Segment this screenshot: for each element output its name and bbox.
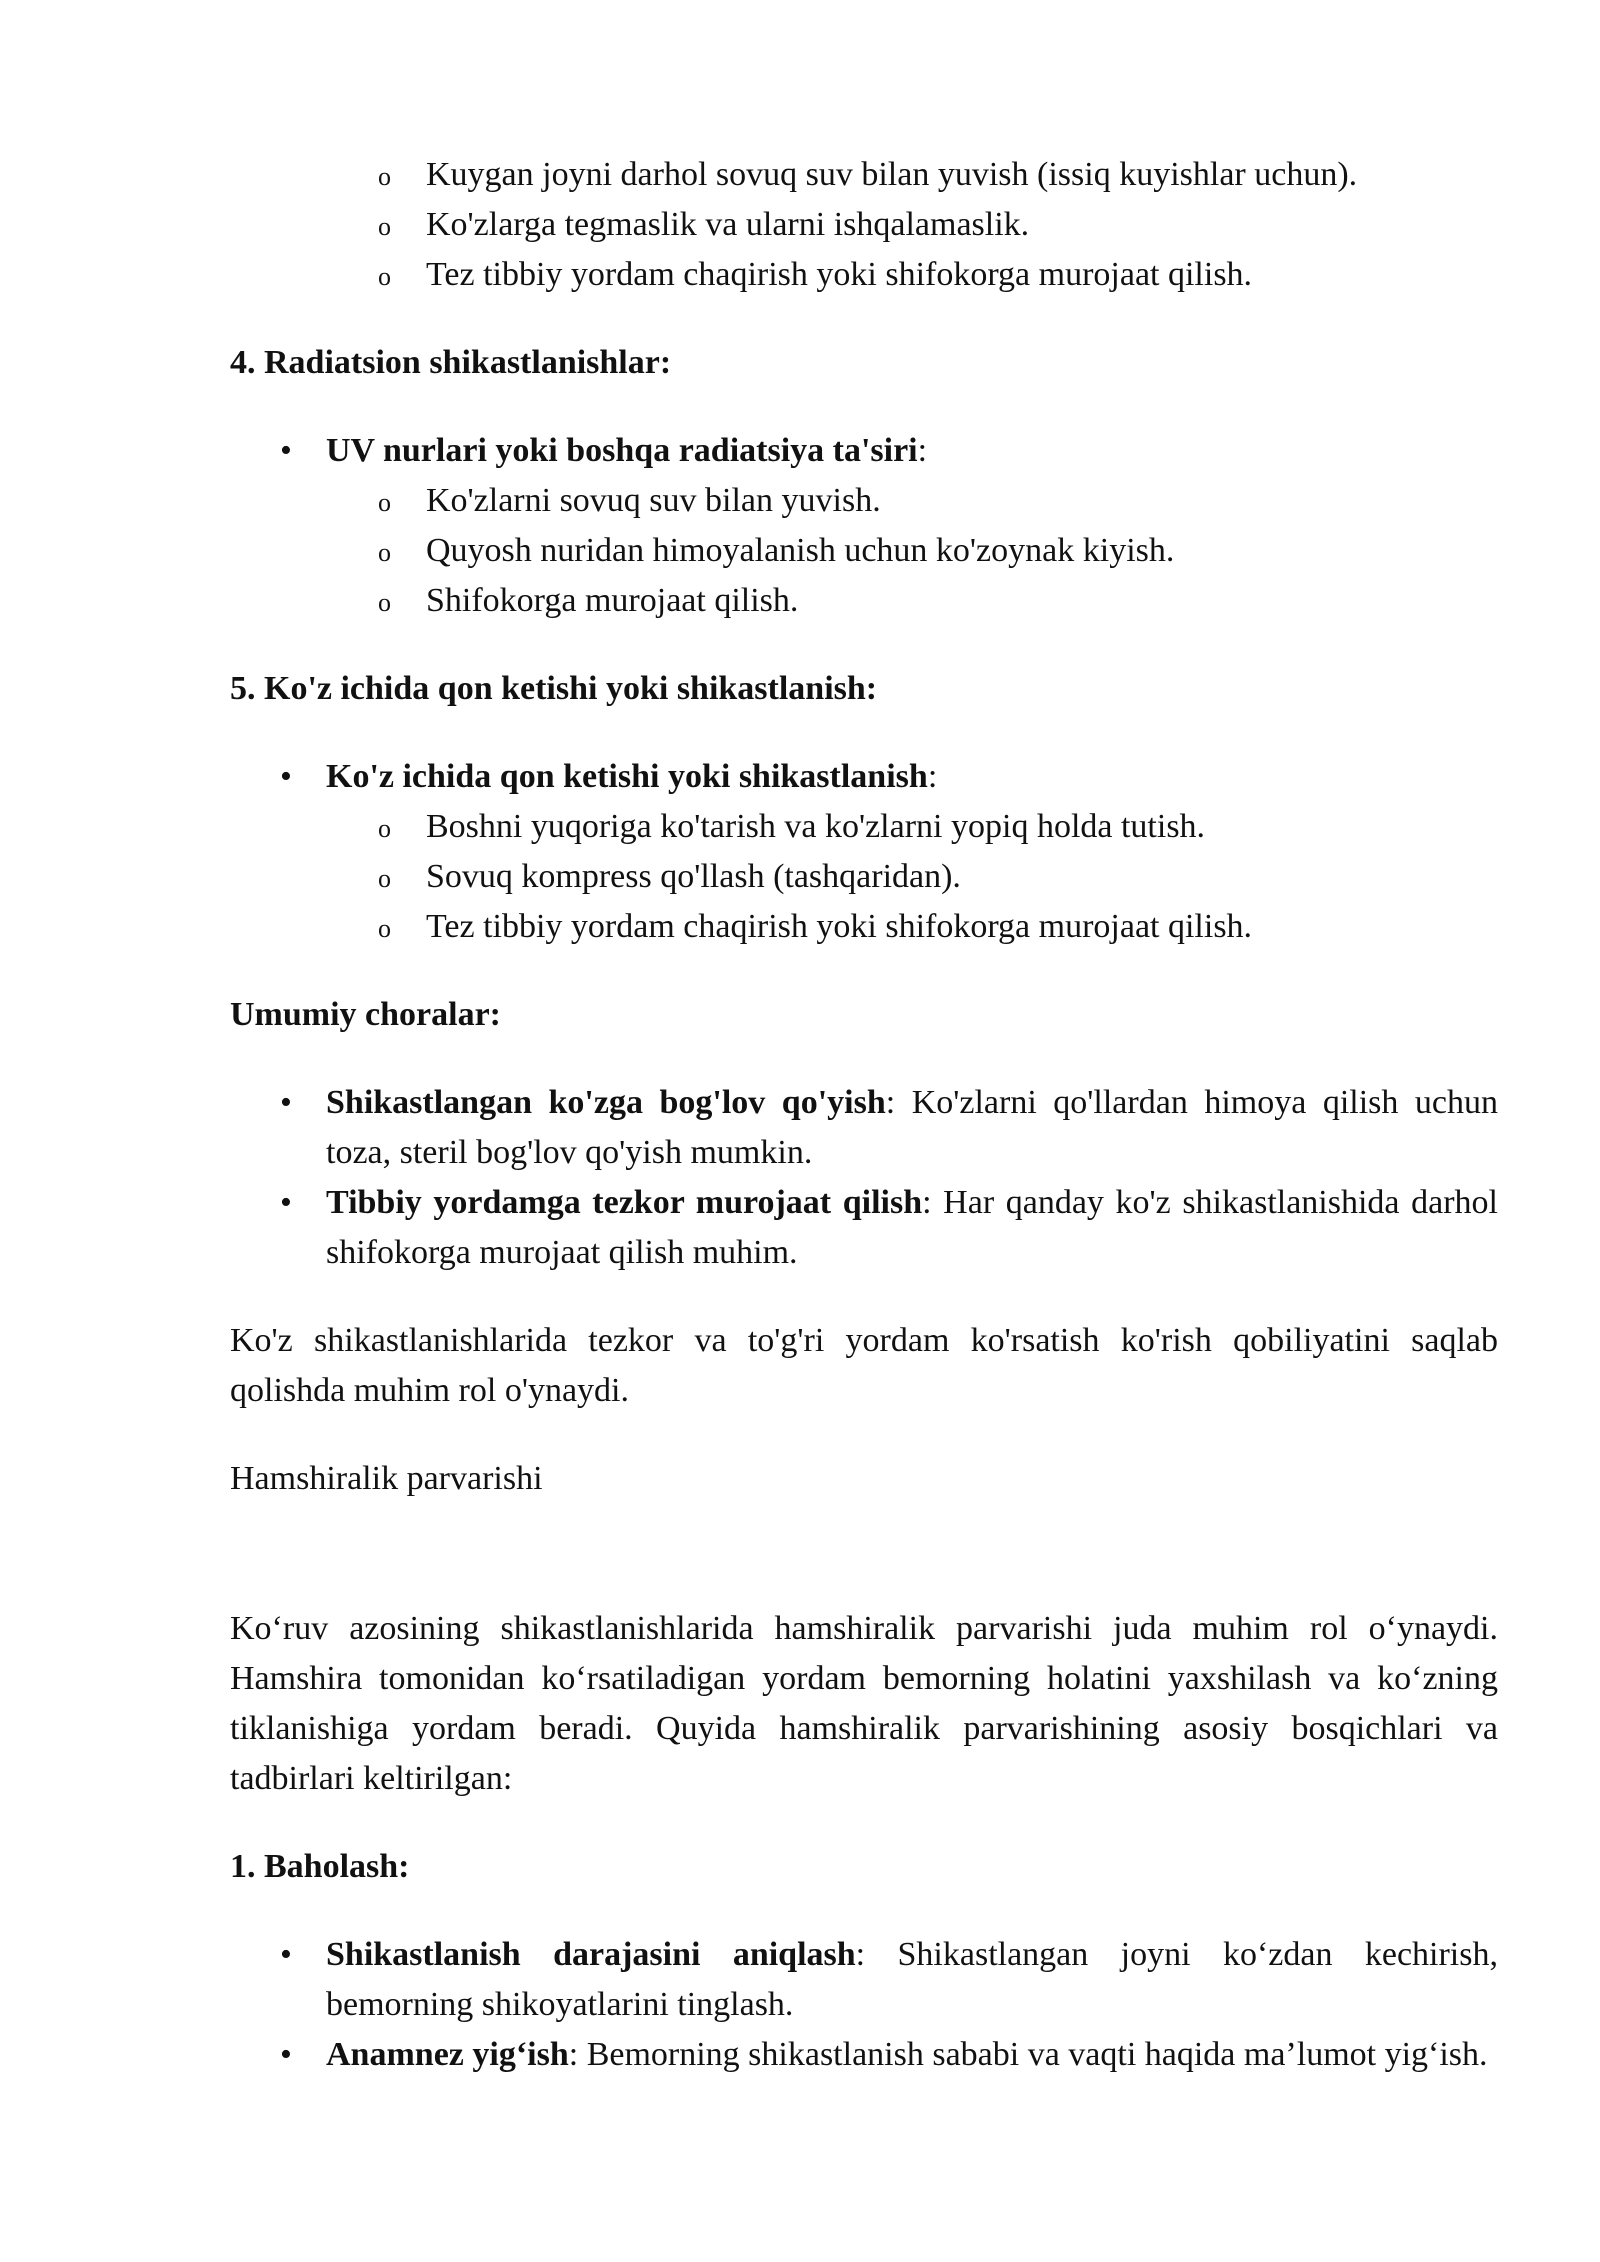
list-item: • Ko'z ichida qon ketishi yoki shikastlanish: bbox=[326, 752, 1498, 802]
circle-bullet-icon: o bbox=[378, 914, 391, 943]
assessment-list bbox=[280, 1930, 1498, 2080]
circle-bullet-icon: o bbox=[378, 538, 391, 567]
bullet-icon: • bbox=[280, 1184, 292, 1221]
bleeding-steps-list bbox=[378, 802, 1498, 952]
list-item: o Tez tibbiy yordam chaqirish yoki shifokorga murojaat qilish. bbox=[426, 250, 1498, 300]
section-heading-bleeding: 5. Ko'z ichida qon ketishi yoki shikastlanish: bbox=[230, 670, 878, 707]
circle-bullet-icon: o bbox=[378, 212, 391, 241]
bullet-icon: • bbox=[280, 1084, 292, 1121]
list-item: • Anamnez yig‘ish: Bemorning shikastlanish sababi va vaqti haqida ma’lumot yig‘ish. bbox=[326, 2030, 1498, 2080]
list-item: o Kuygan joyni darhol sovuq suv bilan yuvish (issiq kuyishlar uchun). bbox=[426, 150, 1498, 200]
radiation-steps-list bbox=[378, 476, 1498, 626]
circle-bullet-icon: o bbox=[378, 162, 391, 191]
list-item: o Ko'zlarga tegmaslik va ularni ishqalamaslik. bbox=[426, 200, 1498, 250]
section-heading-assessment: 1. Baholash: bbox=[230, 1848, 410, 1885]
section-heading-general: Umumiy choralar: bbox=[230, 996, 502, 1033]
section-heading-radiation: 4. Radiatsion shikastlanishlar: bbox=[230, 344, 672, 381]
nursing-title: Hamshiralik parvarishi bbox=[230, 1460, 543, 1497]
burn-steps-list bbox=[378, 150, 1498, 300]
list-item: o Shifokorga murojaat qilish. bbox=[426, 576, 1498, 626]
list-item: • UV nurlari yoki boshqa radiatsiya ta'siri: bbox=[326, 426, 1498, 476]
bleeding-list bbox=[280, 752, 1498, 802]
radiation-list bbox=[280, 426, 1498, 476]
circle-bullet-icon: o bbox=[378, 588, 391, 617]
bullet-icon: • bbox=[280, 758, 292, 795]
list-item: • Tibbiy yordamga tezkor murojaat qilish: Har qanday ko'z shikastlanishida darhol shifokorga murojaat qilish muhim. bbox=[326, 1178, 1498, 1278]
list-item: • Shikastlanish darajasini aniqlash: Shikastlangan joyni ko‘zdan kechirish, bemorning shikoyatlarini tinglash. bbox=[326, 1930, 1498, 2030]
nursing-intro-paragraph: Ko‘ruv azosining shikastlanishlarida hamshiralik parvarishi juda muhim rol o‘ynaydi. Hamshira tomonidan ko‘rsatiladigan yordam bemorning holatini yaxshilash va ko‘zning tiklanishiga yordam beradi. Quyida hamshiralik parvarishining asosiy bosqichlari va tadbirlari keltirilgan: bbox=[230, 1610, 1498, 1797]
circle-bullet-icon: o bbox=[378, 814, 391, 843]
list-item: o Quyosh nuridan himoyalanish uchun ko'zoynak kiyish. bbox=[426, 526, 1498, 576]
list-item: o Ko'zlarni sovuq suv bilan yuvish. bbox=[426, 476, 1498, 526]
list-item: o Sovuq kompress qo'llash (tashqaridan). bbox=[426, 852, 1498, 902]
general-measures-list bbox=[280, 1078, 1499, 1278]
circle-bullet-icon: o bbox=[378, 262, 391, 291]
circle-bullet-icon: o bbox=[378, 488, 391, 517]
list-item: o Boshni yuqoriga ko'tarish va ko'zlarni yopiq holda tutish. bbox=[426, 802, 1498, 852]
bullet-icon: • bbox=[280, 1936, 292, 1973]
circle-bullet-icon: o bbox=[378, 864, 391, 893]
bullet-icon: • bbox=[280, 2036, 292, 2073]
list-item: o Tez tibbiy yordam chaqirish yoki shifokorga murojaat qilish. bbox=[426, 902, 1498, 952]
list-item: • Shikastlangan ko'zga bog'lov qo'yish: Ko'zlarni qo'llardan himoya qilish uchun toza, steril bog'lov qo'yish mumkin. bbox=[326, 1078, 1498, 1178]
document-page bbox=[230, 150, 1498, 2080]
conclusion-paragraph: Ko'z shikastlanishlarida tezkor va to'g'ri yordam ko'rsatish ko'rish qobiliyatini saqlab qolishda muhim rol o'ynaydi. bbox=[230, 1322, 1498, 1409]
bullet-icon: • bbox=[280, 432, 292, 469]
